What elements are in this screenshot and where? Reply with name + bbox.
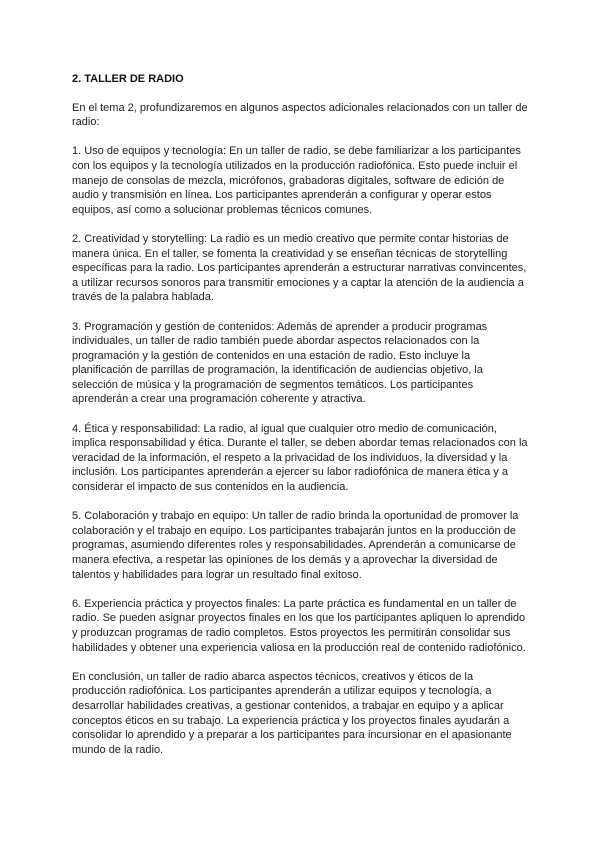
paragraph-ethics-responsibility: 4. Ética y responsabilidad: La radio, al igual que cualquier otro medio de comunicación, implica responsabilidad y ética. Durante el taller, se deben abordar temas relacionados con la veracidad de la información, el respeto a la privacidad de los individuos, la diversidad y la inclusión. Los participantes aprenderán a ejercer su labor radiofónica de manera ética y a considerar el impacto de sus contenidos en la audiencia.: [72, 422, 528, 494]
paragraph-creativity-storytelling: 2. Creatividad y storytelling: La radio es un medio creativo que permite contar historias de manera única. En el taller, se fomenta la creatividad y se enseñan técnicas de storytelling específicas para la radio. Los participantes aprenderán a estructurar narrativas convincentes, a utilizar recursos sonoros para transmitir emociones y a captar la atención de la audiencia a través de la palabra hablada.: [72, 232, 527, 304]
conclusion-paragraph: En conclusión, un taller de radio abarca aspectos técnicos, creativos y éticos de la producción radiofónica. Los participantes aprenderán a utilizar equipos y tecnología, a desarrollar habilidades creativas, a gestionar contenidos, a trabajar en equipo y a aplicar conceptos éticos en su trabajo. La experiencia práctica y los proyectos finales ayudarán a consolidar lo aprendido y a preparar a los participantes para incursionar en el apasionante mundo de la radio.: [72, 670, 512, 756]
intro-paragraph: En el tema 2, profundizaremos en algunos aspectos adicionales relacionados con un taller de radio:: [72, 101, 528, 129]
paragraph-equipment-technology: 1. Uso de equipos y tecnología: En un taller de radio, se debe familiarizar a los participantes con los equipos y la tecnología utilizados en la producción radiofónica. Esto puede incluir el manejo de consolas de mezcla, micrófonos, grabadoras digitales, software de edición de audio y transmisión en línea. Los participantes aprenderán a configurar y operar estos equipos, así como a solucionar problemas técnicos comunes.: [72, 145, 521, 216]
paragraph-practical-experience: 6. Experiencia práctica y proyectos finales: La parte práctica es fundamental en un taller de radio. Se pueden asignar proyectos finales en los que los participantes apliquen lo aprendido y produzcan programas de radio completos. Estos proyectos les permitirán consolidar sus habilidades y obtener una experiencia valiosa en la producción real de contenido radiofónico.: [72, 597, 526, 654]
document-title: 2. TALLER DE RADIO: [72, 73, 184, 85]
paragraph-programming-content: 3. Programación y gestión de contenidos: Además de aprender a producir programas individuales, un taller de radio también puede abordar aspectos relacionados con la programación y la gestión de contenidos en una estación de radio. Esto incluye la planificación de parrillas de programación, la identificación de audiencias objetivo, la selección de música y la programación de segmentos temáticos. Los participantes aprenderán a crear una programación coherente y atractiva.: [72, 320, 488, 406]
paragraph-collaboration-teamwork: 5. Colaboración y trabajo en equipo: Un taller de radio brinda la oportunidad de promover la colaboración y el trabajo en equipo. Los participantes trabajarán juntos en la producción de programas, asumiendo diferentes roles y responsabilidades. Aprenderán a comunicarse de manera efectiva, a respetar las opiniones de los demás y a aprovechar la diversidad de talentos y habilidades para lograr un resultado final exitoso.: [72, 510, 519, 581]
document-body: [72, 72, 528, 772]
